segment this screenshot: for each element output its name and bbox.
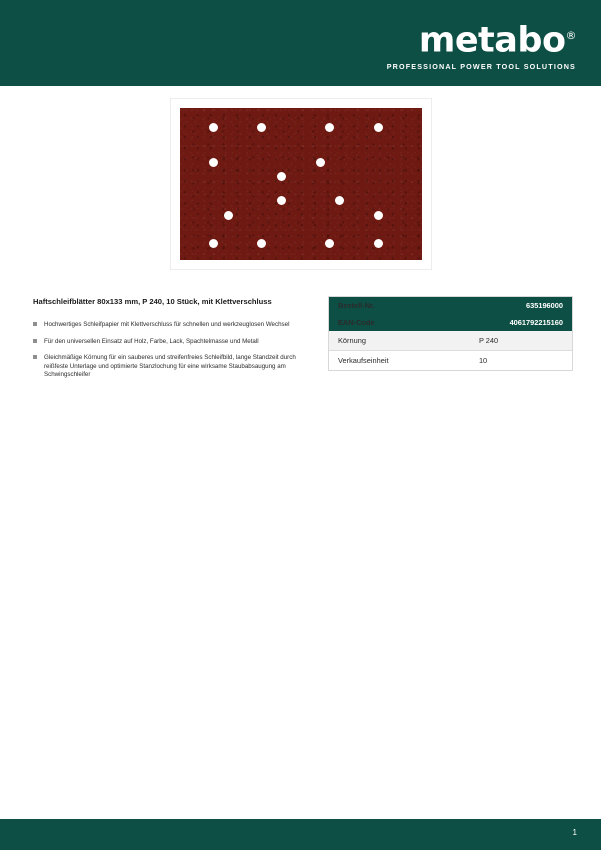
dust-hole xyxy=(325,239,334,248)
dust-hole xyxy=(316,158,325,167)
feature-item xyxy=(33,354,315,380)
order-number-label: Bestell-Nr. xyxy=(329,297,470,314)
product-description xyxy=(33,296,315,388)
table-row xyxy=(329,331,572,351)
dust-hole xyxy=(257,239,266,248)
page-header xyxy=(0,0,601,86)
feature-text: Für den universellen Einsatz auf Holz, Farbe, Lack, Spachtelmasse und Metall xyxy=(44,337,259,345)
feature-text: Hochwertiges Schleifpapier mit Klettverschluss für schnellen und werkzeuglosen Wechsel xyxy=(44,321,290,328)
dust-hole xyxy=(277,196,286,205)
ean-value: 4061792215160 xyxy=(470,314,572,331)
feature-item xyxy=(33,321,315,330)
dust-hole xyxy=(209,158,218,167)
sanding-sheet-graphic xyxy=(180,108,422,260)
table-row-order-number xyxy=(329,297,572,314)
spec-label: Verkaufseinheit xyxy=(338,356,389,365)
dust-hole xyxy=(209,239,218,248)
brand-wordmark: metabo xyxy=(418,20,566,61)
spec-value: P 240 xyxy=(478,336,499,345)
table-row xyxy=(329,351,572,371)
table-row-ean xyxy=(329,314,572,331)
bullet-square-icon xyxy=(33,354,44,380)
dust-hole xyxy=(374,211,383,220)
order-number-value: 635196000 xyxy=(470,297,572,314)
dust-hole xyxy=(374,123,383,132)
dust-hole xyxy=(224,211,233,220)
dust-hole xyxy=(257,123,266,132)
spec-label: Körnung xyxy=(338,336,366,345)
specification-table xyxy=(328,296,573,371)
product-image xyxy=(170,98,432,270)
brand-logo xyxy=(387,18,576,71)
dust-hole xyxy=(374,239,383,248)
bullet-square-icon xyxy=(33,321,44,330)
dust-hole xyxy=(335,196,344,205)
brand-name xyxy=(387,18,576,59)
feature-item xyxy=(33,338,315,347)
product-title: Haftschleifblätter 80x133 mm, P 240, 10 Stück, mit Klettverschluss xyxy=(33,297,272,306)
ean-label: EAN-Code xyxy=(329,314,470,331)
spec-value: 10 xyxy=(478,356,488,365)
feature-text: Gleichmäßige Körnung für ein sauberes und streifenfreies Schleifbild, lange Standzeit durch reißfeste Unterlage und optimierte Stanzlochung für eine wirksame Staubabsaugung am Schwingschleifer xyxy=(44,354,296,379)
bullet-square-icon xyxy=(33,338,44,347)
dust-hole xyxy=(209,123,218,132)
page-footer xyxy=(0,819,601,850)
dust-hole xyxy=(277,172,286,181)
page-number: 1 xyxy=(572,828,577,837)
dust-hole xyxy=(325,123,334,132)
registered-mark-icon: ® xyxy=(565,29,576,42)
brand-tagline: PROFESSIONAL POWER TOOL SOLUTIONS xyxy=(386,61,576,71)
